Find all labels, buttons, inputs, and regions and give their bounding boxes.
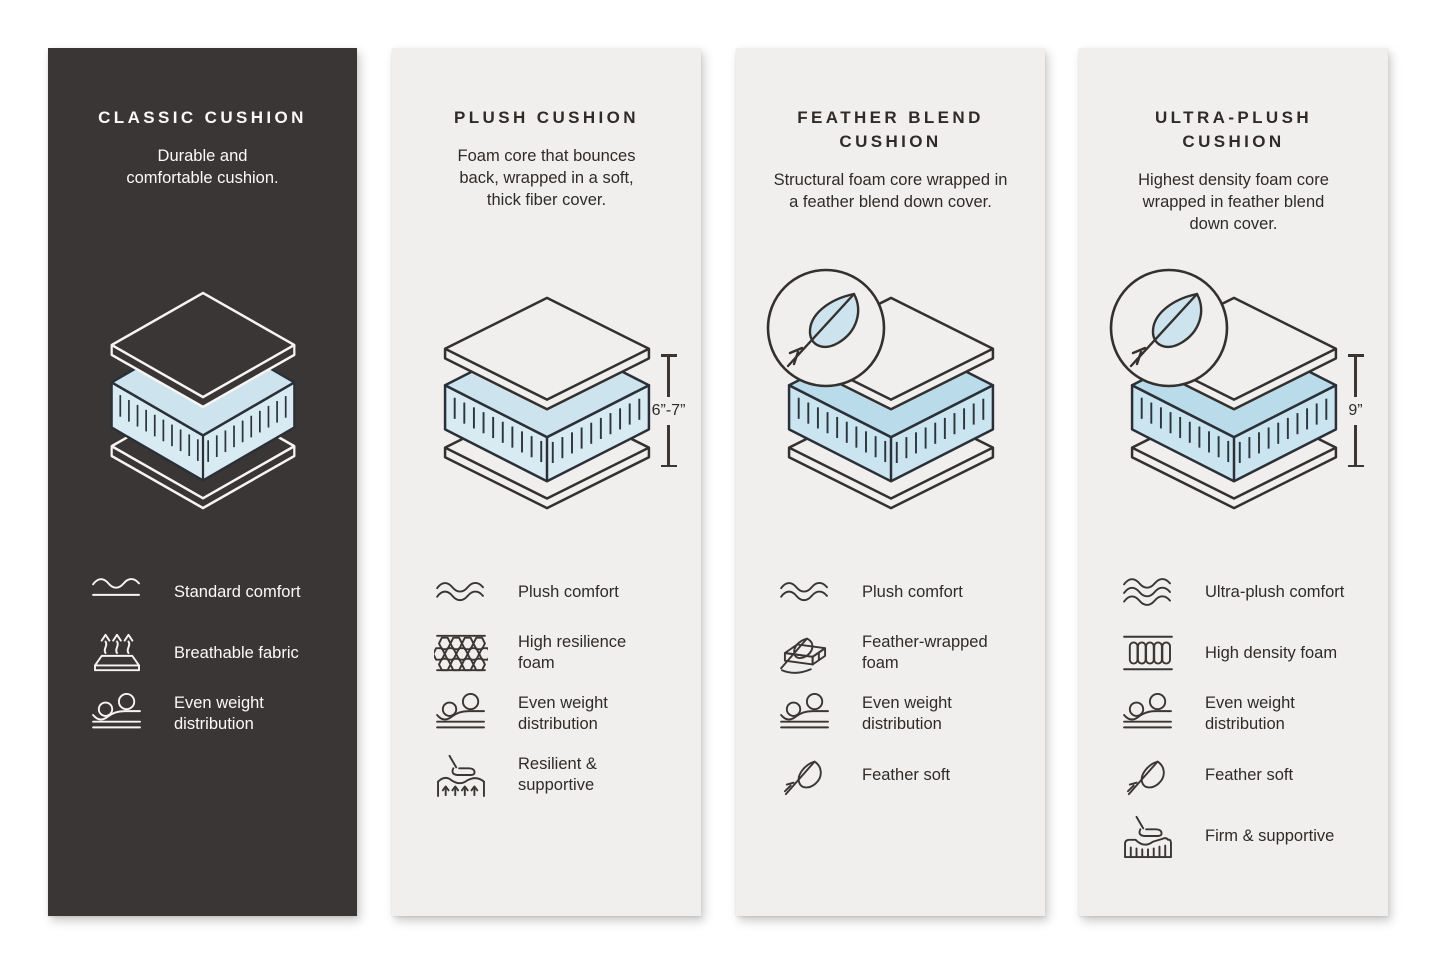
feature-label: Standard comfort [174,582,301,601]
measurement-line [667,357,670,397]
feature-label: Ultra-plush comfort [1205,582,1345,601]
weight-distribution-icon [778,692,834,736]
feature-label: Plush comfort [862,582,963,601]
cushion-diagram-wrap [1109,296,1363,511]
height-measurement [1333,354,1379,467]
cushion-diagram-wrap [91,291,315,511]
feature-item [778,631,1033,675]
feature-list [434,570,689,797]
panel-title: FEATHER BLEND CUSHION [797,108,984,151]
measurement-label: 9” [1348,401,1363,419]
feature-label: Plush comfort [518,582,619,601]
feather-icon [1107,266,1231,390]
feature-label: Feather soft [1205,765,1294,784]
measurement-label: 6”-7” [651,401,686,419]
panel-classic-cushion [48,48,357,916]
feature-item [1121,753,1376,797]
resilience-foam-icon [434,631,490,675]
feature-label: Resilient & supportive [518,755,597,794]
panel-description: Durable and comfortable cushion. [126,147,279,187]
resilient-supportive-icon [434,753,490,797]
feature-item [434,631,689,675]
cushion-layers-diagram [91,291,315,511]
feature-item [434,753,689,797]
feature-label: Feather soft [862,765,951,784]
feature-label: Even weight distribution [862,694,952,733]
cushion-layers-diagram [422,296,672,511]
feature-item [1121,570,1376,614]
feature-list [778,570,1033,797]
height-measurement [646,354,692,467]
feature-label: Even weight distribution [1205,694,1295,733]
measurement-line [667,425,670,465]
feature-item [1121,692,1376,736]
density-foam-icon [1121,631,1177,675]
wave-single-icon [90,570,146,614]
feature-item [778,753,1033,797]
firm-supportive-icon [1121,814,1177,858]
feather-badge [764,266,888,390]
measurement-cap [1348,465,1364,468]
feather-icon [1121,753,1177,797]
breathable-icon [90,631,146,675]
feature-label: Feather-wrapped foam [862,633,988,672]
weight-distribution-icon [434,692,490,736]
feature-label: Firm & supportive [1205,826,1335,845]
panel-feather-blend-cushion [736,48,1045,916]
feature-label: Breathable fabric [174,643,299,662]
feature-item [1121,814,1376,858]
panel-title: ULTRA-PLUSH CUSHION [1154,108,1312,151]
weight-distribution-icon [90,692,146,736]
panel-plush-cushion [392,48,701,916]
cushion-illustration [736,296,1045,511]
cushion-diagram-wrap [422,296,686,511]
feature-item [1121,631,1376,675]
panel-title: PLUSH CUSHION [454,108,639,127]
wave-double-icon [434,570,490,614]
feather-icon [778,753,834,797]
weight-distribution-icon [1121,692,1177,736]
feature-label: Even weight distribution [518,694,608,733]
cushion-diagram-wrap [766,296,1016,511]
feature-list [90,570,345,736]
feature-item [778,570,1033,614]
feature-list [1121,570,1376,858]
cushion-illustration [1079,296,1388,511]
feather-badge [1107,266,1231,390]
feature-item [778,692,1033,736]
wave-double-icon [778,570,834,614]
feature-item [90,692,345,736]
feature-item [90,570,345,614]
panel-ultra-plush-cushion [1079,48,1388,916]
feature-label: High density foam [1205,643,1338,662]
feature-item [434,692,689,736]
feature-label: High resilience foam [518,633,627,672]
feature-label: Even weight distribution [174,694,264,733]
panel-title: CLASSIC CUSHION [98,108,307,127]
cushion-illustration [392,296,701,511]
measurement-cap [661,465,677,468]
panel-description: Foam core that bounces back, wrapped in a soft, thick fiber cover. [457,147,636,209]
wave-triple-icon [1121,570,1177,614]
feather-icon [764,266,888,390]
panel-description: Structural foam core wrapped in a feather blend down cover. [773,171,1008,211]
measurement-line [1354,357,1357,397]
feature-item [90,631,345,675]
cushion-illustration [48,291,357,511]
measurement-line [1354,425,1357,465]
panel-description: Highest density foam core wrapped in feather blend down cover. [1138,171,1329,233]
feather-wrapped-foam-icon [778,631,834,675]
feature-item [434,570,689,614]
